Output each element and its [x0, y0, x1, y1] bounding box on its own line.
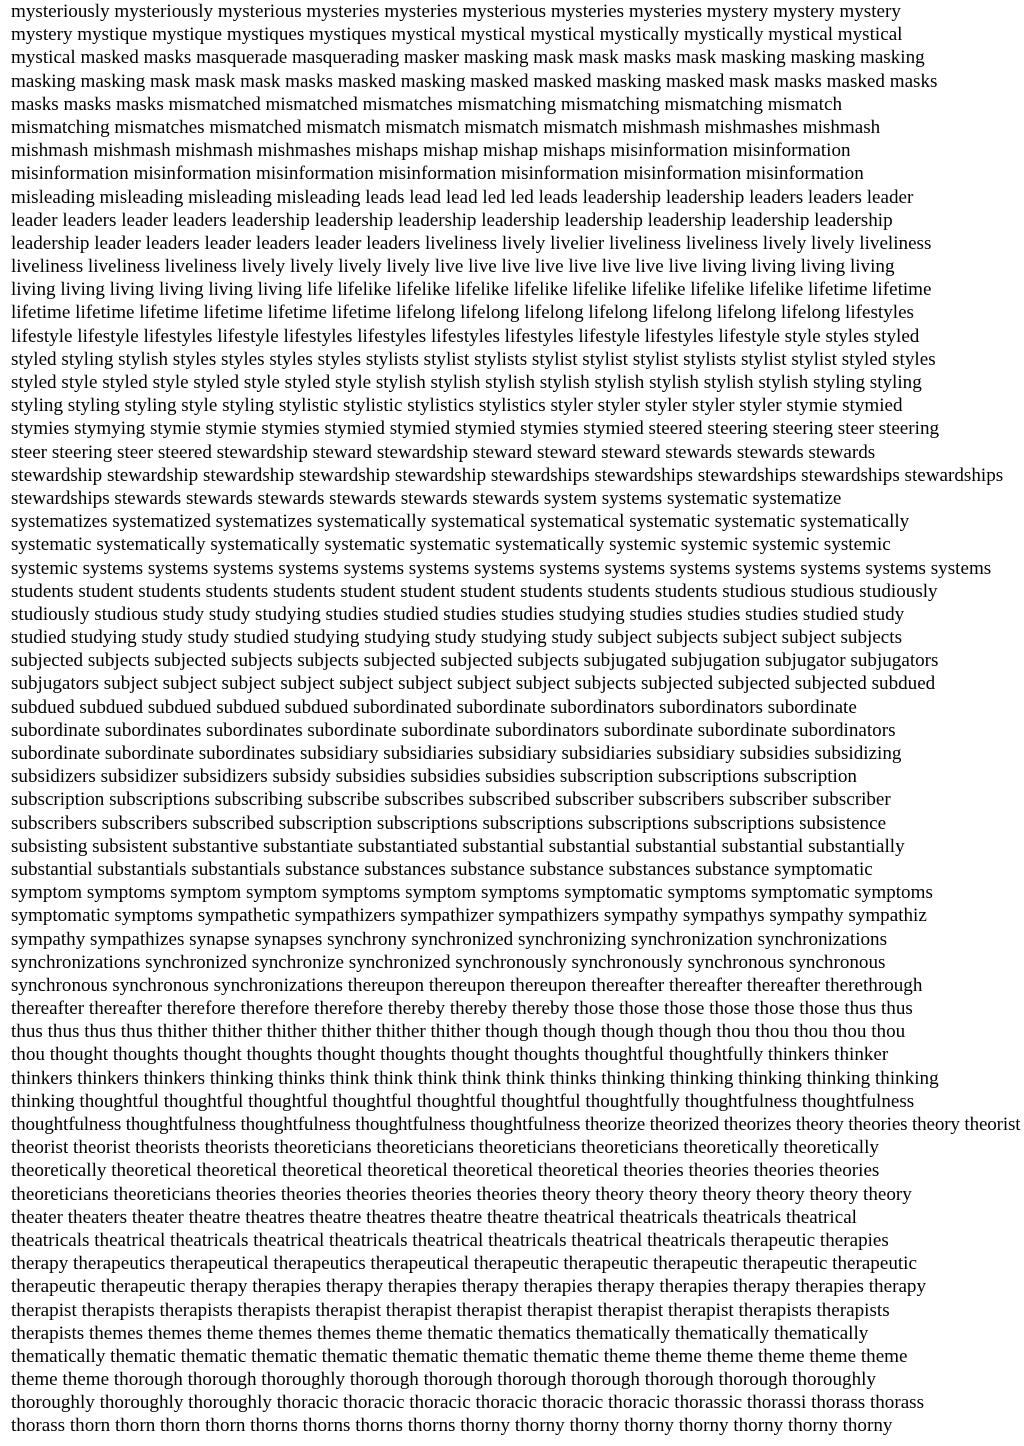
text-line: lifetime lifetime lifetime lifetime lifetime lifetime lifelong lifelong lifelong lifelong lifelong lifelong lifelong lifestyles [11, 302, 914, 324]
text-line: students student students students students student student student students students students studious studious studiously [11, 580, 938, 602]
text-line: substantial substantials substantials substance substances substance substance substances substance symptomatic [11, 858, 873, 880]
text-line: styled style styled style styled style styled style stylish stylish stylish stylish stylish stylish stylish stylish styling styling [11, 372, 922, 393]
text-line: stewardship stewardship stewardship stewardship stewardship stewardships stewardships stewardships stewardships stewardships [11, 464, 1004, 486]
text-line: living living living living living living life lifelike lifelike lifelike lifelike lifelike lifelike lifelike lifelike lifetime lifetime [11, 279, 932, 301]
text-line: thou thought thoughts thought thoughts thought thoughts thought thoughts thoughtful thoughtfully thinkers thinker [11, 1044, 889, 1066]
text-line: symptomatic symptoms sympathetic sympathizers sympathizer sympathizers sympathy sympathys sympathy sympathiz [11, 905, 927, 927]
text-line: studied studying study study studied studying studying study studying study subject subjects subject subject subjects [11, 627, 903, 649]
text-line: misleading misleading misleading misleading leads lead lead led led leads leadership leadership leaders leaders leader [11, 186, 914, 208]
text-line: thoughtfulness thoughtfulness thoughtfulness thoughtfulness thoughtfulness theorize theorized theorizes theory theories theory theorist [11, 1114, 1021, 1135]
text-line: therapeutic therapeutic therapy therapies therapy therapies therapy therapies therapy therapies therapy therapies therapy [11, 1276, 927, 1298]
text-line: stewardships stewards stewards stewards stewards stewards stewards system systems systematic systematize [11, 487, 842, 509]
text-line: leadership leader leaders leader leaders leader leaders liveliness lively livelier liveliness liveliness lively lively liveliness [11, 232, 932, 254]
text-line: liveliness liveliness liveliness lively lively lively lively live live live live live live live live living living living living [11, 256, 895, 278]
text-line: masks masks masks mismatched mismatched mismatches mismatching mismatching mismatching mismatch [11, 93, 842, 115]
text-line: subordinate subordinates subordinates subordinate subordinate subordinators subordinate subordinate subordinators [11, 719, 896, 741]
text-line: mismatching mismatches mismatched mismatch mismatch mismatch mismatch mishmash mishmashes mishmash [11, 116, 881, 138]
text-line: subjected subjects subjected subjects subjects subjected subjected subjects subjugated subjugation subjugator subjugators [11, 650, 939, 672]
text-line: subscription subscriptions subscribing subscribe subscribes subscribed subscriber subscribers subscriber subscriber [11, 789, 891, 811]
text-line: subjugators subject subject subject subject subject subject subject subject subjects subjected subjected subjected subdued [11, 673, 936, 695]
text-line: mysteriously mysteriously mysterious mysteries mysteries mysterious mysteries mysteries mystery mystery mystery [11, 1, 901, 22]
text-line: masking masking mask mask mask masks masked masking masked masked masking masked mask masks masked masks [11, 70, 938, 92]
text-line: thinking thoughtful thoughtful thoughtful thoughtful thoughtful thoughtful thoughtfully thoughtfulness thoughtfulness [11, 1090, 915, 1112]
text-line: mishmash mishmash mishmash mishmashes mishaps mishap mishap mishaps misinformation misinformation [11, 140, 851, 162]
text-line: thereafter thereafter therefore therefore therefore thereby thereby thereby those those those those those those thus thus [11, 998, 913, 1020]
text-line: systematizes systematized systematizes systematically systematical systematical systematic systematic systematically [11, 511, 910, 533]
text-line: subordinate subordinate subordinates subsidiary subsidiaries subsidiary subsidiaries subsidiary subsidies subsidizing [11, 743, 902, 764]
text-line: sympathy sympathizes synapse synapses synchrony synchronized synchronizing synchronization synchronizations [11, 928, 888, 950]
text-line: systemic systems systems systems systems systems systems systems systems systems systems systems systems systems systems [11, 557, 992, 579]
text-line: therapist therapists therapists therapists therapist therapist therapist therapist therapist therapist therapists therapists [11, 1299, 890, 1321]
text-line: studiously studious study study studying studies studied studies studies studying studies studies studies studied study [11, 603, 905, 625]
text-line: subsidizers subsidizer subsidizers subsidy subsidies subsidies subsidies subscription subscriptions subscription [11, 766, 857, 788]
text-line: styled styling stylish styles styles styles styles stylists stylist stylists stylist stylist stylist stylists stylist stylist styled styles [11, 348, 936, 370]
text-line: stymies stymying stymie stymie stymies stymied stymied stymied stymies stymied steered steering steering steer steering [11, 418, 940, 440]
text-line: thorass thorn thorn thorn thorn thorns thorns thorns thorns thorny thorny thorny thorny thorny thorny thorny thorny [11, 1415, 893, 1437]
text-line: thus thus thus thus thither thither thither thither thither thither though though though though thou thou thou thou thou [11, 1021, 906, 1043]
text-line: theater theaters theater theatre theatres theatre theatres theatre theatre theatrical theatricals theatricals theatrical [11, 1206, 857, 1228]
text-line: subscribers subscribers subscribed subscription subscriptions subscriptions subscriptions subscriptions subsistence [11, 812, 887, 834]
text-line: theoretically theoretical theoretical theoretical theoretical theoretical theoretical theories theories theories theories [11, 1160, 880, 1182]
text-line: subsisting subsistent substantive substantiate substantiated substantial substantial substantial substantial substantially [11, 835, 905, 857]
text-line: thoroughly thoroughly thoroughly thoracic thoracic thoracic thoracic thoracic thoracic thorassic thorassi thorass thorass [11, 1392, 925, 1414]
text-line: mystery mystique mystique mystiques mystiques mystical mystical mystical mystically mystically mystical mystical [11, 24, 903, 46]
text-line: lifestyle lifestyle lifestyles lifestyle lifestyles lifestyles lifestyles lifestyles lifestyle lifestyles lifestyle style styles styled [11, 325, 920, 347]
text-line: theatricals theatrical theatricals theatrical theatricals theatrical theatricals theatrical theatricals therapeutic therapies [11, 1229, 889, 1251]
text-line: mystical masked masks masquerade masquerading masker masking mask mask masks mask masking masking masking [11, 47, 925, 69]
text-line: misinformation misinformation misinformation misinformation misinformation misinformation misinformation [11, 163, 864, 185]
text-line: thinkers thinkers thinkers thinking thinks think think think think think thinks thinking thinking thinking thinking thinking [11, 1067, 939, 1089]
text-line: leader leaders leader leaders leadership leadership leadership leadership leadership leadership leadership leadership [11, 209, 893, 231]
text-line: steer steering steer steered stewardship steward stewardship steward steward steward stewards stewards stewards [11, 441, 876, 463]
text-line: therapists themes themes theme themes themes theme thematic thematics thematically thematically thematically [11, 1322, 869, 1344]
text-line: subdued subdued subdued subdued subdued subordinated subordinate subordinators subordinators subordinate [11, 696, 857, 718]
text-line: theorist theorist theorists theorists theoreticians theoreticians theoreticians theoreticians theoretically theoretically [11, 1137, 879, 1159]
text-line: styling styling styling style styling stylistic stylistic stylistics stylistics styler styler styler styler styler stymie stymied [11, 395, 903, 417]
text-line: therapy therapeutics therapeutical therapeutics therapeutical therapeutic therapeutic therapeutic therapeutic therapeutic [11, 1253, 917, 1275]
text-line: theoreticians theoreticians theories theories theories theories theories theory theory theory theory theory theory theory [11, 1183, 912, 1205]
text-line: systematic systematically systematically systematic systematic systematically systemic systemic systemic systemic [11, 534, 891, 556]
text-line: symptom symptoms symptom symptom symptoms symptom symptoms symptomatic symptoms symptomatic symptoms [11, 882, 933, 904]
text-line: theme theme thorough thorough thoroughly thorough thorough thorough thorough thorough thorough thoroughly [11, 1369, 876, 1391]
text-line: synchronous synchronous synchronizations thereupon thereupon thereupon thereafter thereafter thereafter therethrough [11, 974, 923, 996]
text-line: thematically thematic thematic thematic thematic thematic thematic thematic theme theme theme theme theme theme [11, 1345, 908, 1367]
text-line: synchronizations synchronized synchronize synchronized synchronously synchronously synchronous synchronous [11, 951, 886, 973]
